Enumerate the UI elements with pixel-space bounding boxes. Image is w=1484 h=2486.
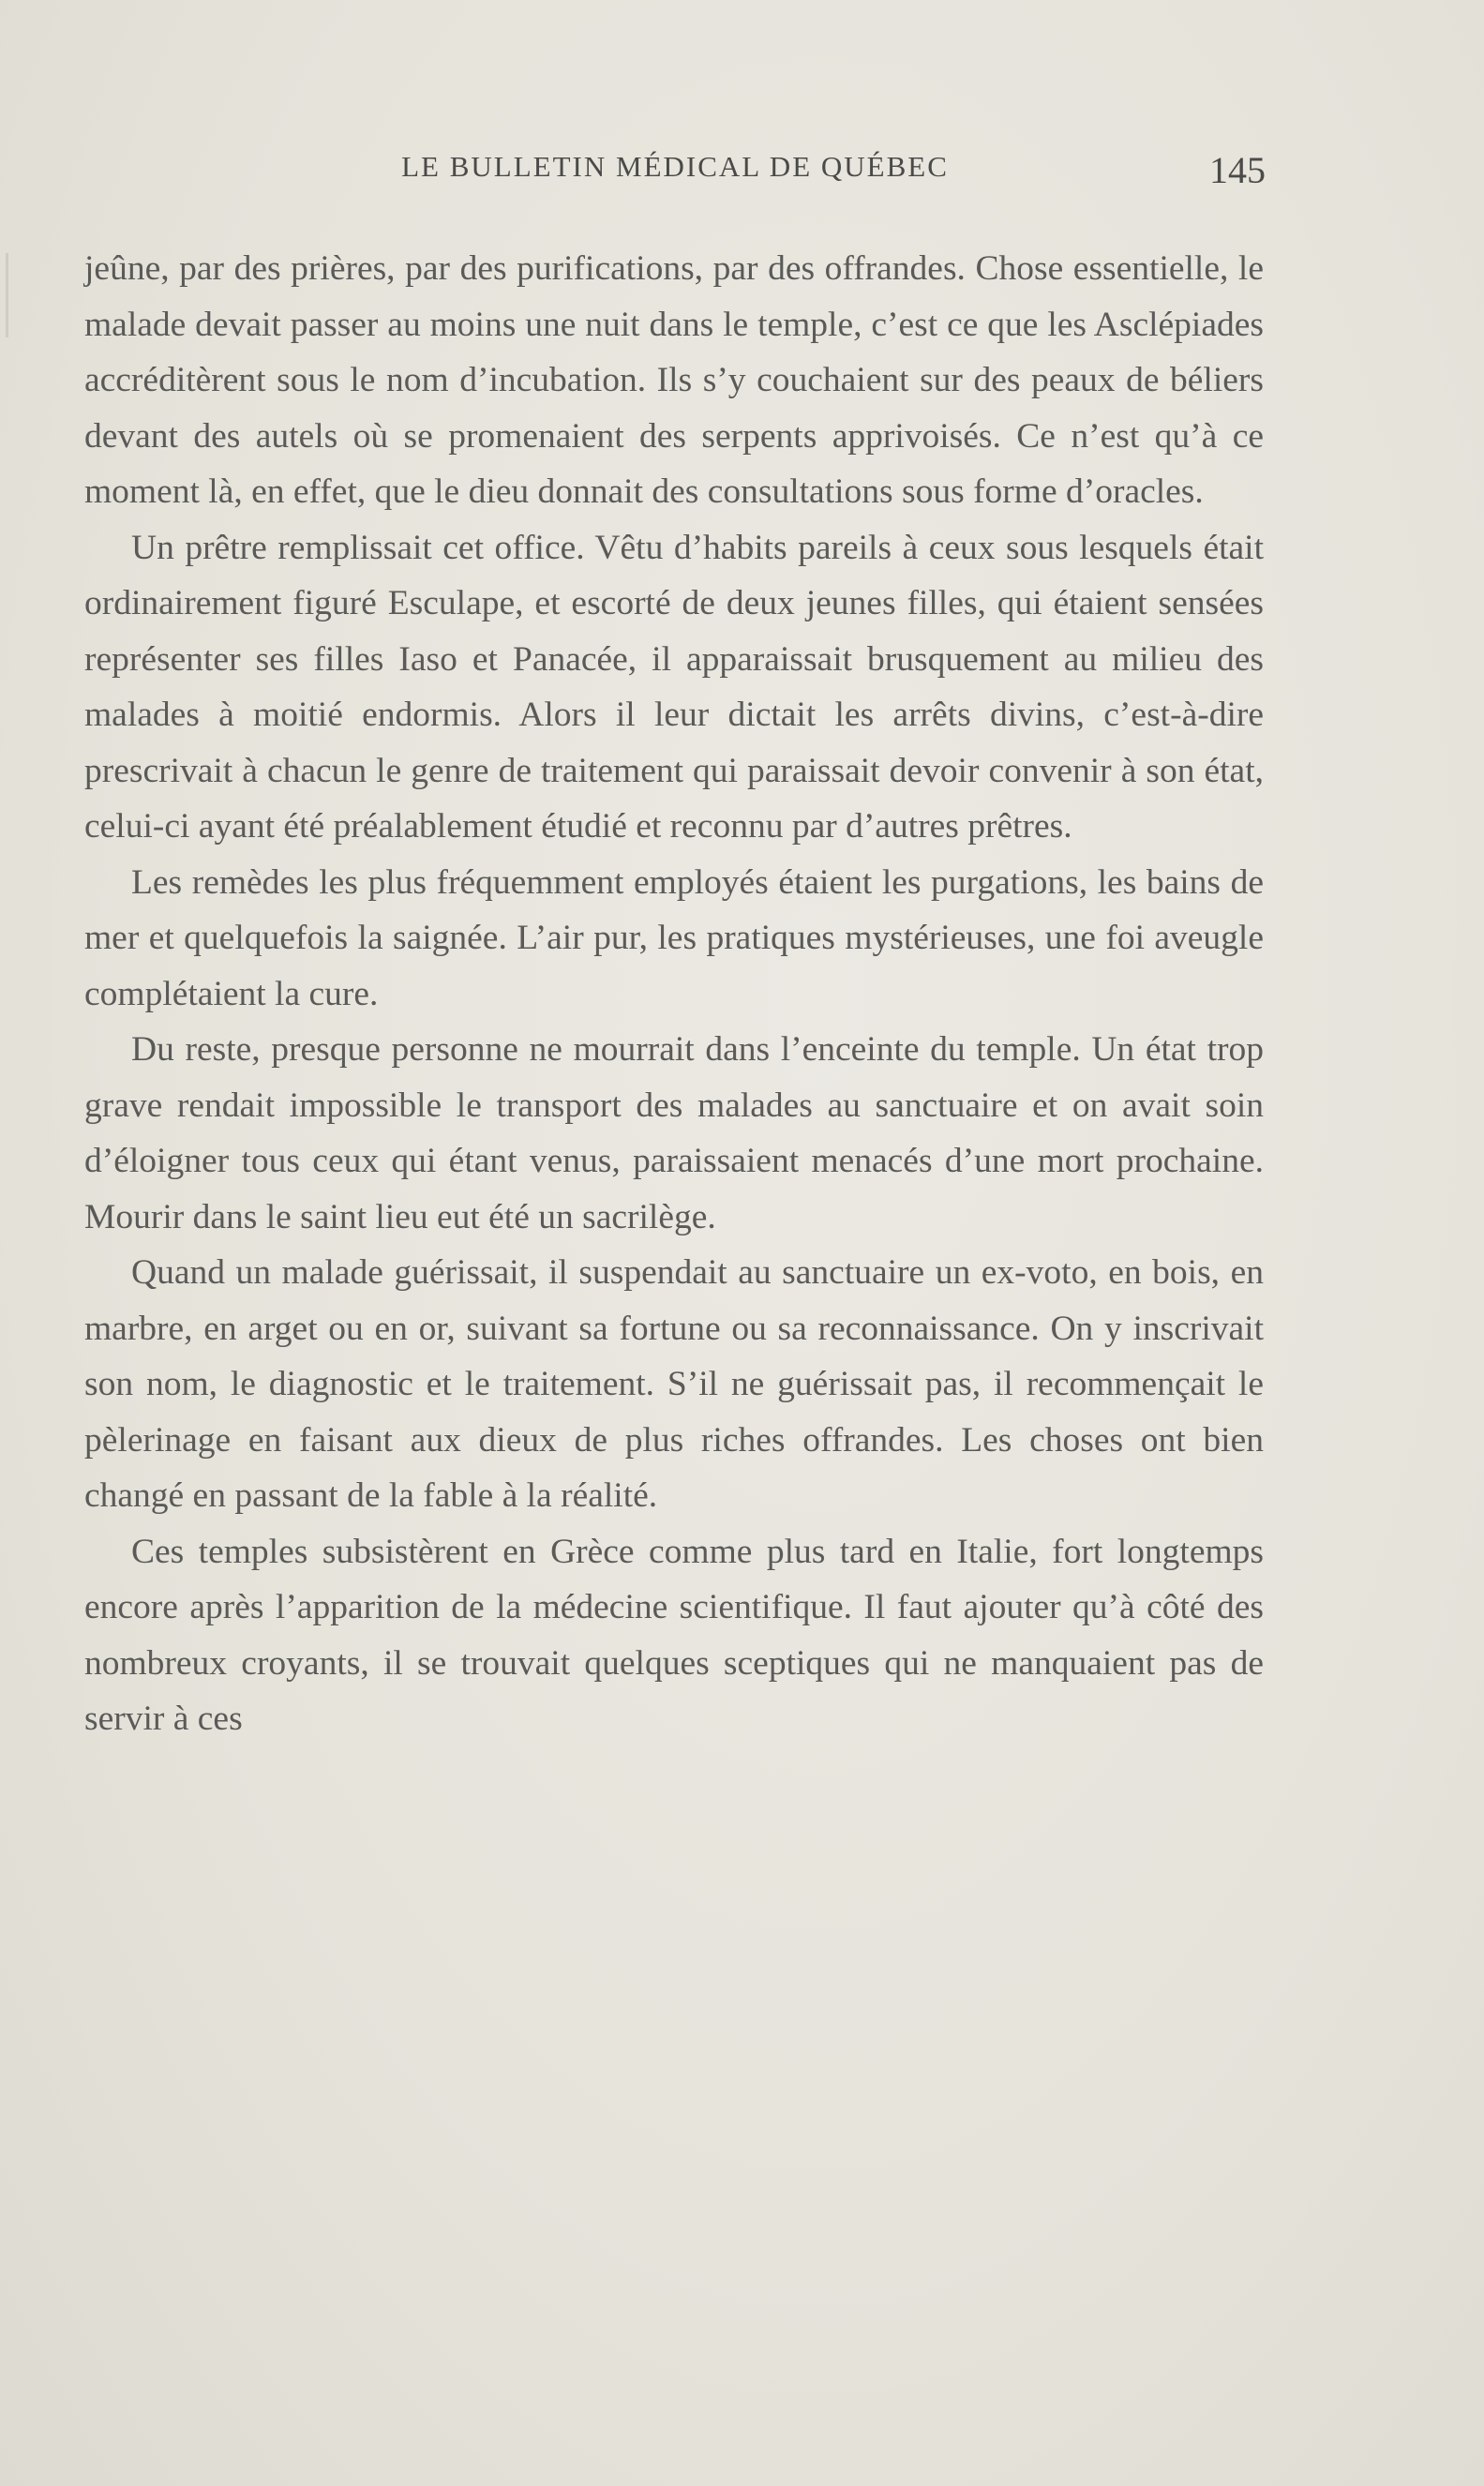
running-title: LE BULLETIN MÉDICAL DE QUÉBEC xyxy=(401,150,949,183)
body-text xyxy=(84,241,1264,1747)
page-number: 145 xyxy=(1209,149,1266,191)
paragraph-1: jeûne, par des prières, par des purifications, par des offrandes. Chose essentielle, le malade devait passer au moins une nuit dans le temple, c’est ce que les Asclépiades accréditèrent sous le nom d’incubation. Ils s’y couchaient sur des peaux de béliers devant des autels où se promenaient des serpents apprivoisés. Ce n’est qu’à ce moment là, en effet, que le dieu donnait des consultations sous forme d’oracles. xyxy=(84,249,1264,511)
paragraph-4: Du reste, presque personne ne mourrait dans l’enceinte du temple. Un état trop grave rendait impossible le transport des malades au sanctuaire et on avait soin d’éloigner tous ceux qui étant venus, paraissaient menacés d’une mort prochaine. Mourir dans le saint lieu eut été un sacrilège. xyxy=(84,1030,1264,1236)
paragraph-6: Ces temples subsistèrent en Grèce comme plus tard en Italie, fort longtemps encore après l’apparition de la médecine scientifique. Il faut ajouter qu’à côté des nombreux croyants, il se trouvait quelques sceptiques qui ne manquaient pas de servir à ces xyxy=(84,1532,1264,1738)
paragraph-3: Les remèdes les plus fréquemment employés étaient les purgations, les bains de mer et quelquefois la saignée. L’air pur, les pratiques mystérieuses, une foi aveugle complétaient la cure. xyxy=(84,862,1264,1013)
paragraph-5: Quand un malade guérissait, il suspendait au sanctuaire un ex-voto, en bois, en marbre, en arget ou en or, suivant sa fortune ou sa reconnaissance. On y inscrivait son nom, le diagnostic et le traitement. S’il ne guérissait pas, il recommençait le pèlerinage en faisant aux dieux de plus riches offrandes. Les choses ont bien changé en passant de la fable à la réalité. xyxy=(84,1253,1264,1515)
page-header xyxy=(84,141,1266,197)
margin-shadow xyxy=(6,253,8,337)
paragraph-2: Un prêtre remplissait cet office. Vêtu d’habits pareils à ceux sous lesquels était ordinairement figuré Esculape, et escorté de deux jeunes filles, qui étaient sensées représenter ses filles Iaso et Panacée, il apparaissait brusquement au milieu des malades à moitié endormis. Alors il leur dictait les arrêts divins, c’est-à-dire prescrivait à chacun le genre de traitement qui paraissait devoir convenir à son état, celui-ci ayant été préalablement étudié et reconnu par d’autres prêtres. xyxy=(84,528,1264,846)
